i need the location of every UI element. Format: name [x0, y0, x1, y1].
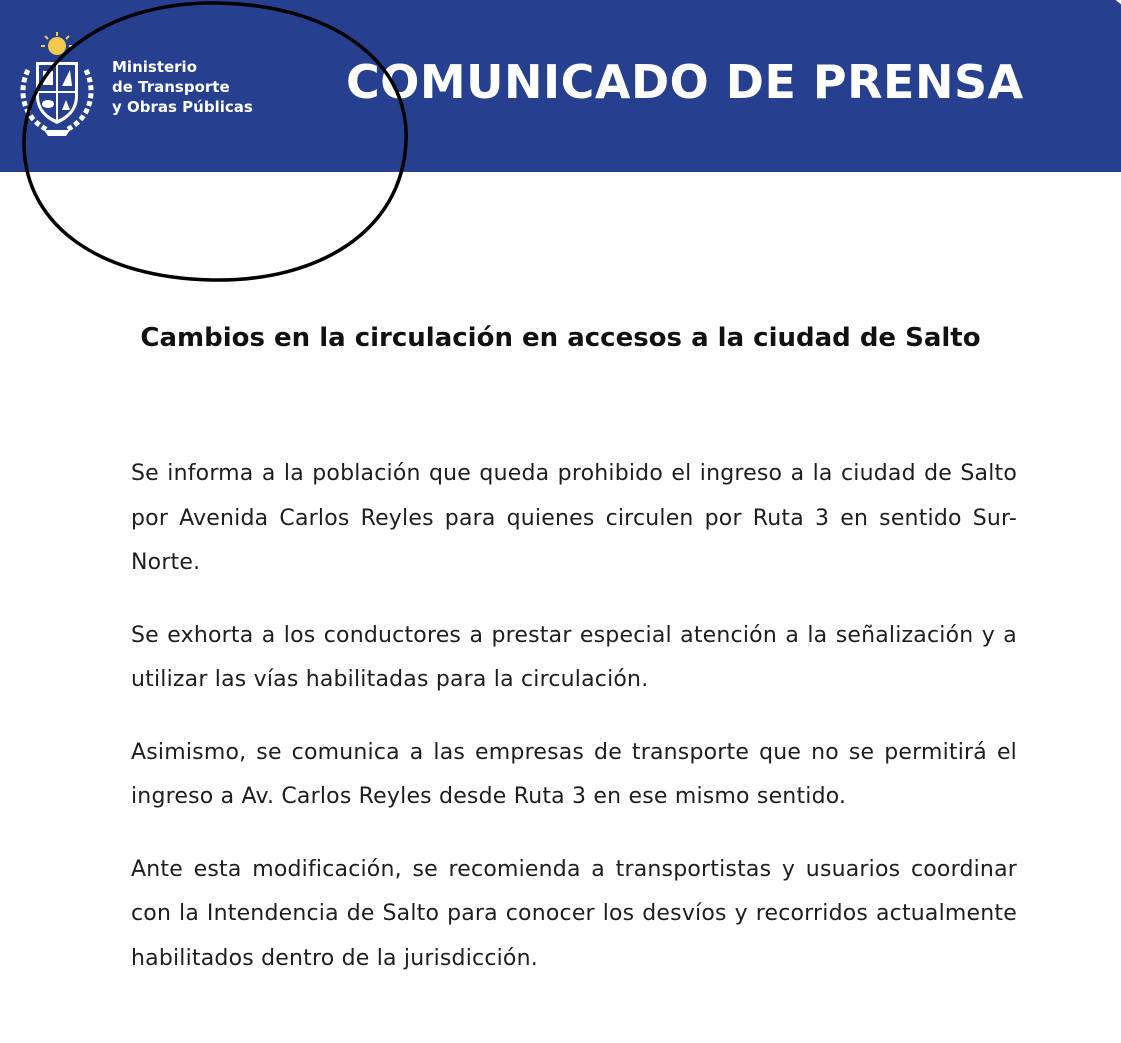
- paragraph-2: Se exhorta a los conductores a prestar especial atención a la señalización y a utilizar las vías habilitadas para la circulación.: [131, 622, 1017, 692]
- paragraph-1: Se informa a la población que queda prohibido el ingreso a la ciudad de Salto por Avenida Carlos Reyles para quienes circulen por Ruta 3 en sentido Sur-Norte.: [131, 461, 1017, 575]
- corner-stripe: [1058, 0, 1121, 16]
- press-header: [0, 0, 1121, 172]
- paragraph-4: Ante esta modificación, se recomienda a transportistas y usuarios coordinar con la Intendencia de Salto para conocer los desvíos y recorridos actualmente habilitados dentro de la jurisdicción.: [131, 856, 1017, 971]
- sun-icon: [41, 32, 73, 55]
- ministry-line-1: Ministerio: [112, 58, 198, 76]
- press-release-title: COMUNICADO DE PRENSA: [346, 55, 1024, 109]
- ministry-line-3: y Obras Públicas: [112, 98, 253, 116]
- document-heading: Cambios en la circulación en accesos a la ciudad de Salto: [140, 323, 981, 353]
- document-body: [131, 452, 1017, 1009]
- paragraph-3: Asimismo, se comunica a las empresas de transporte que no se permitirá el ingreso a Av. Carlos Reyles desde Ruta 3 en ese mismo sentido.: [131, 739, 1017, 809]
- corner-stripe-thin: [1073, 0, 1121, 34]
- ministry-line-2: de Transporte: [112, 78, 230, 96]
- ministry-name: [112, 57, 253, 117]
- coat-of-arms-icon: [14, 30, 100, 138]
